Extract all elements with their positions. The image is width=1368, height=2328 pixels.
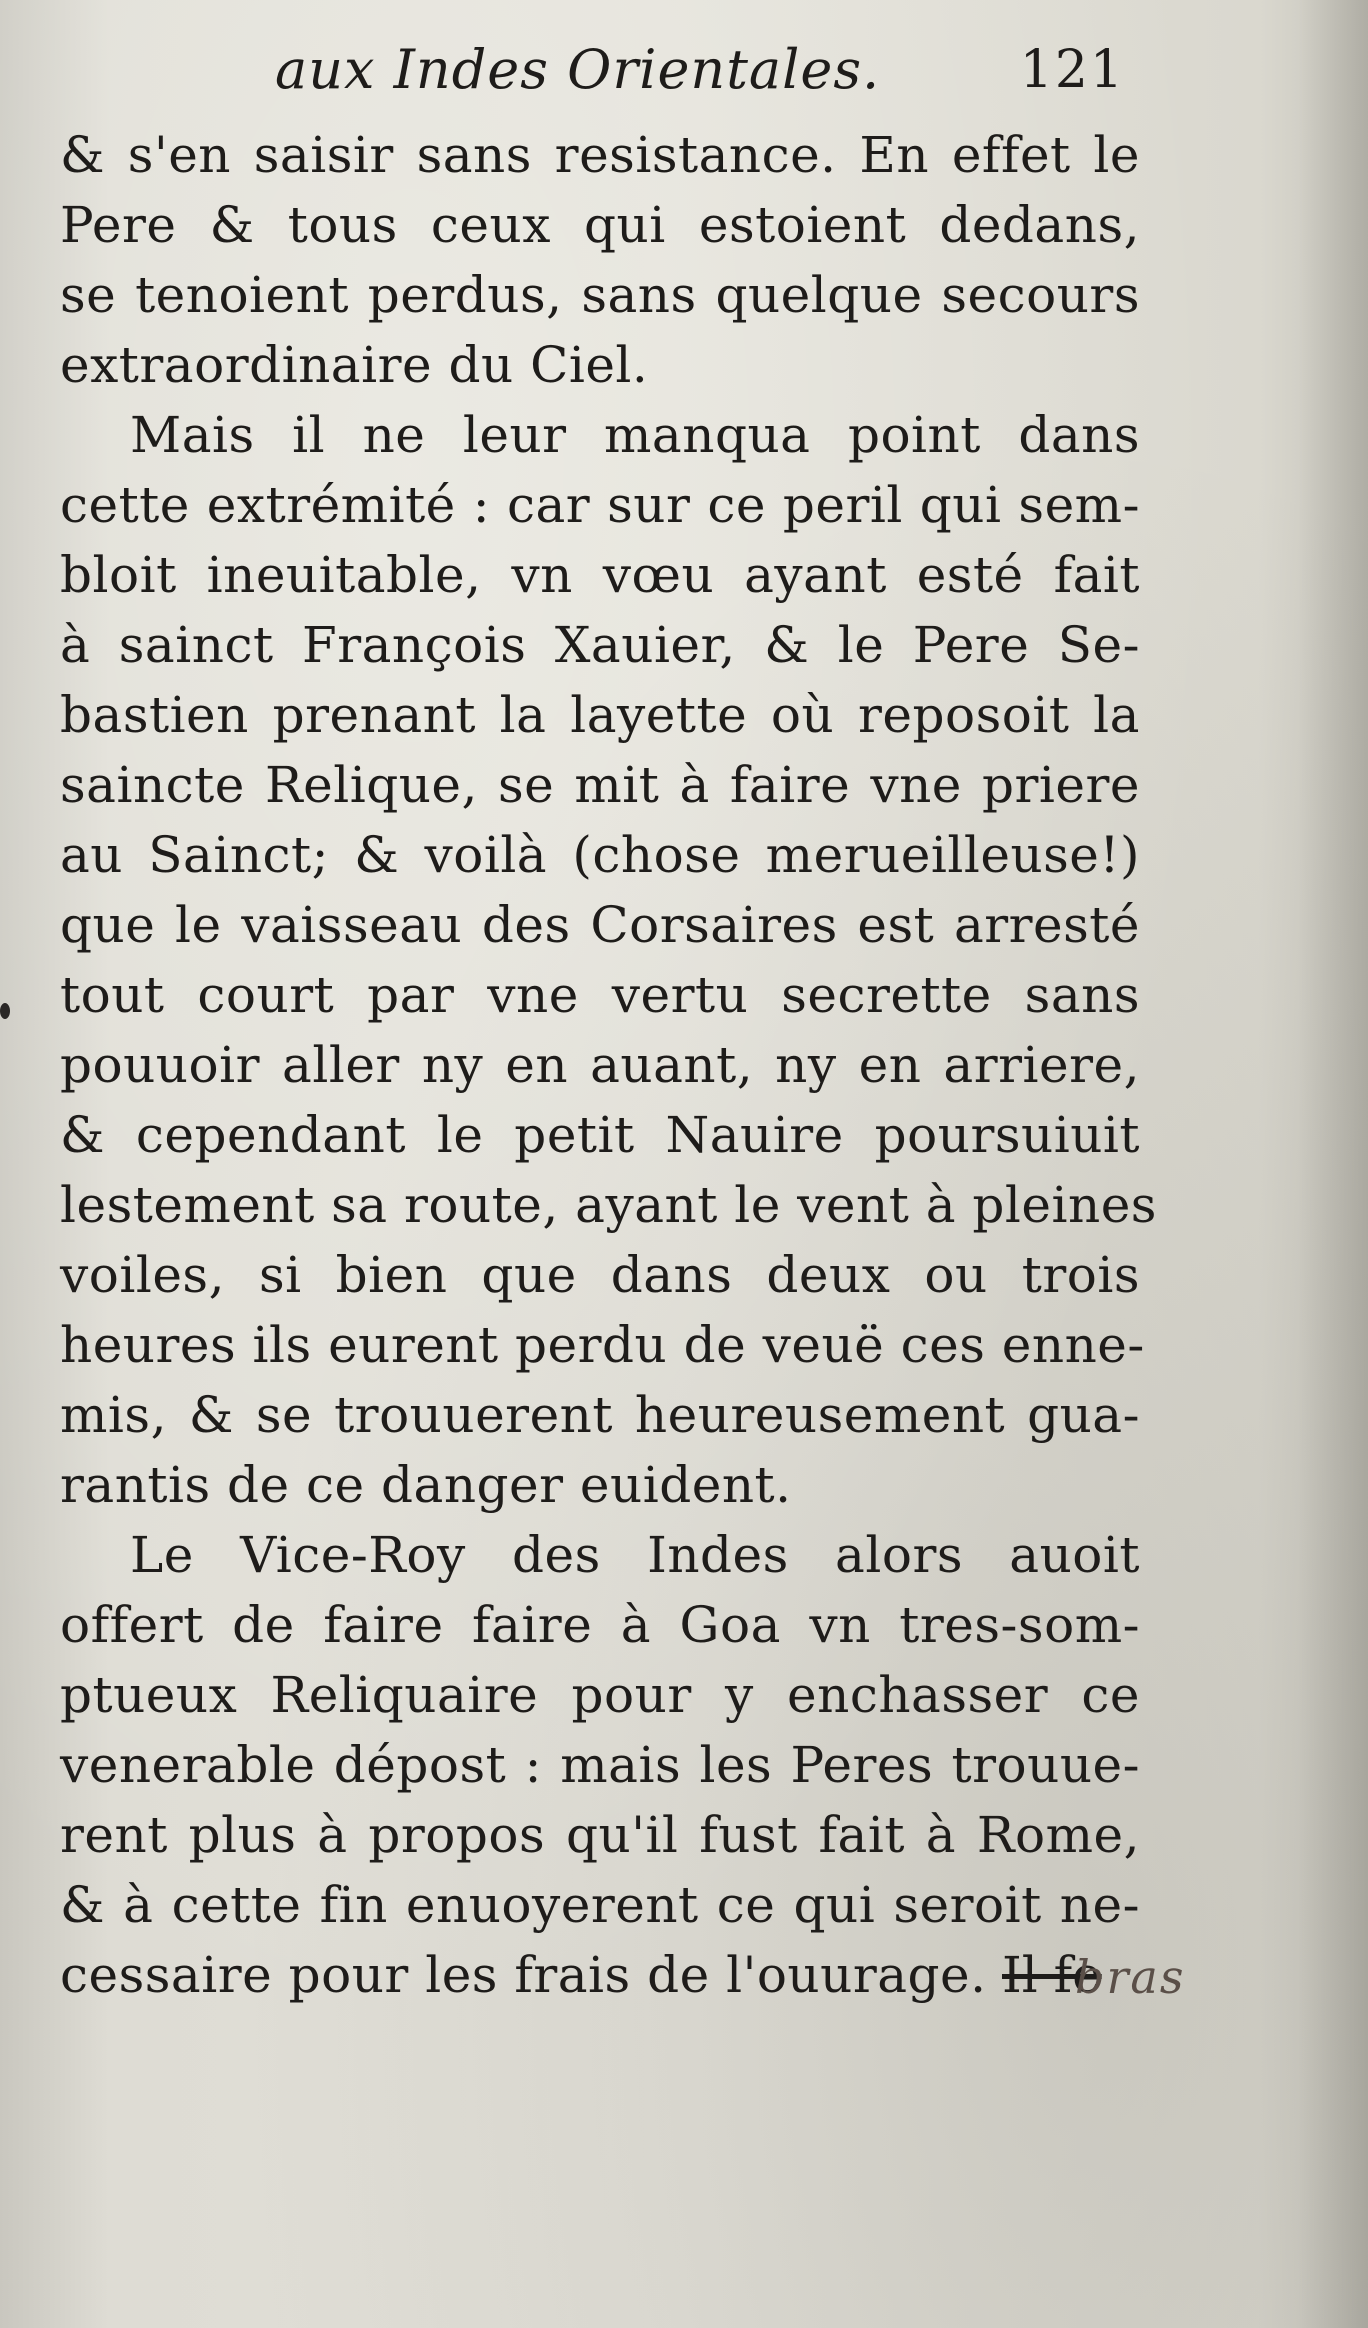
text-line: Le Vice-Roy des Indes alors auoit	[130, 1526, 1140, 1584]
text-line: & à cette fin enuoyerent ce qui seroit ne-	[60, 1876, 1140, 1934]
text-line: ptueux Reliquaire pour y enchasser ce	[60, 1666, 1140, 1724]
page-number: 121	[1019, 40, 1125, 100]
text-line: voiles, si bien que dans deux ou trois	[60, 1246, 1140, 1304]
final-line-group	[60, 1940, 1186, 2010]
text-line: heures ils eurent perdu de veuë ces enne-	[60, 1316, 1145, 1374]
text-line: venerable dépost : mais les Peres trouue-	[60, 1736, 1140, 1794]
text-line: & s'en saisir sans resistance. En effet le	[60, 126, 1140, 184]
text-line: cessaire pour les frais de l'ouurage.	[60, 1946, 987, 2004]
text-line: que le vaisseau des Corsaires est arresté	[60, 896, 1140, 954]
text-line: à sainct François Xauier, & le Pere Se-	[60, 616, 1140, 674]
text-line: Mais il ne leur manqua point dans	[130, 406, 1140, 464]
text-line: rent plus à propos qu'il fust fait à Rome,	[60, 1806, 1140, 1864]
text-line: bloit ineuitable, vn vœu ayant esté fait	[60, 546, 1140, 604]
text-line: lestement sa route, ayant le vent à pleines	[60, 1176, 1157, 1234]
text-line: au Sainct; & voilà (chose merueilleuse!)	[60, 826, 1140, 884]
text-line: pouuoir aller ny en auant, ny en arriere,	[60, 1036, 1140, 1094]
text-line: offert de faire faire à Goa vn tres-som-	[60, 1596, 1140, 1654]
struck-through-text: Il fe	[1002, 1946, 1102, 2004]
text-line: se tenoient perdus, sans quelque secours	[60, 266, 1140, 324]
running-title: aux Indes Orientales.	[275, 38, 881, 101]
text-line: Pere & tous ceux qui estoient dedans,	[60, 196, 1140, 254]
handwritten-note: bras	[1075, 1950, 1186, 2004]
text-line: rantis de ce danger euident.	[60, 1456, 792, 1514]
body-text	[60, 120, 1186, 2010]
text-line: extraordinaire du Ciel.	[60, 336, 649, 394]
text-line: mis, & se trouuerent heureusement gua-	[60, 1386, 1140, 1444]
page-edge-shadow	[1298, 0, 1368, 2328]
text-line: saincte Relique, se mit à faire vne priere	[60, 756, 1140, 814]
text-line: tout court par vne vertu secrette sans	[60, 966, 1140, 1024]
text-line: bastien prenant la layette où reposoit la	[60, 686, 1140, 744]
text-line: & cependant le petit Nauire poursuiuit	[60, 1106, 1140, 1164]
page-header	[275, 38, 1125, 108]
ink-mark	[0, 1003, 10, 1019]
text-line: cette extrémité : car sur ce peril qui sem-	[60, 476, 1140, 534]
